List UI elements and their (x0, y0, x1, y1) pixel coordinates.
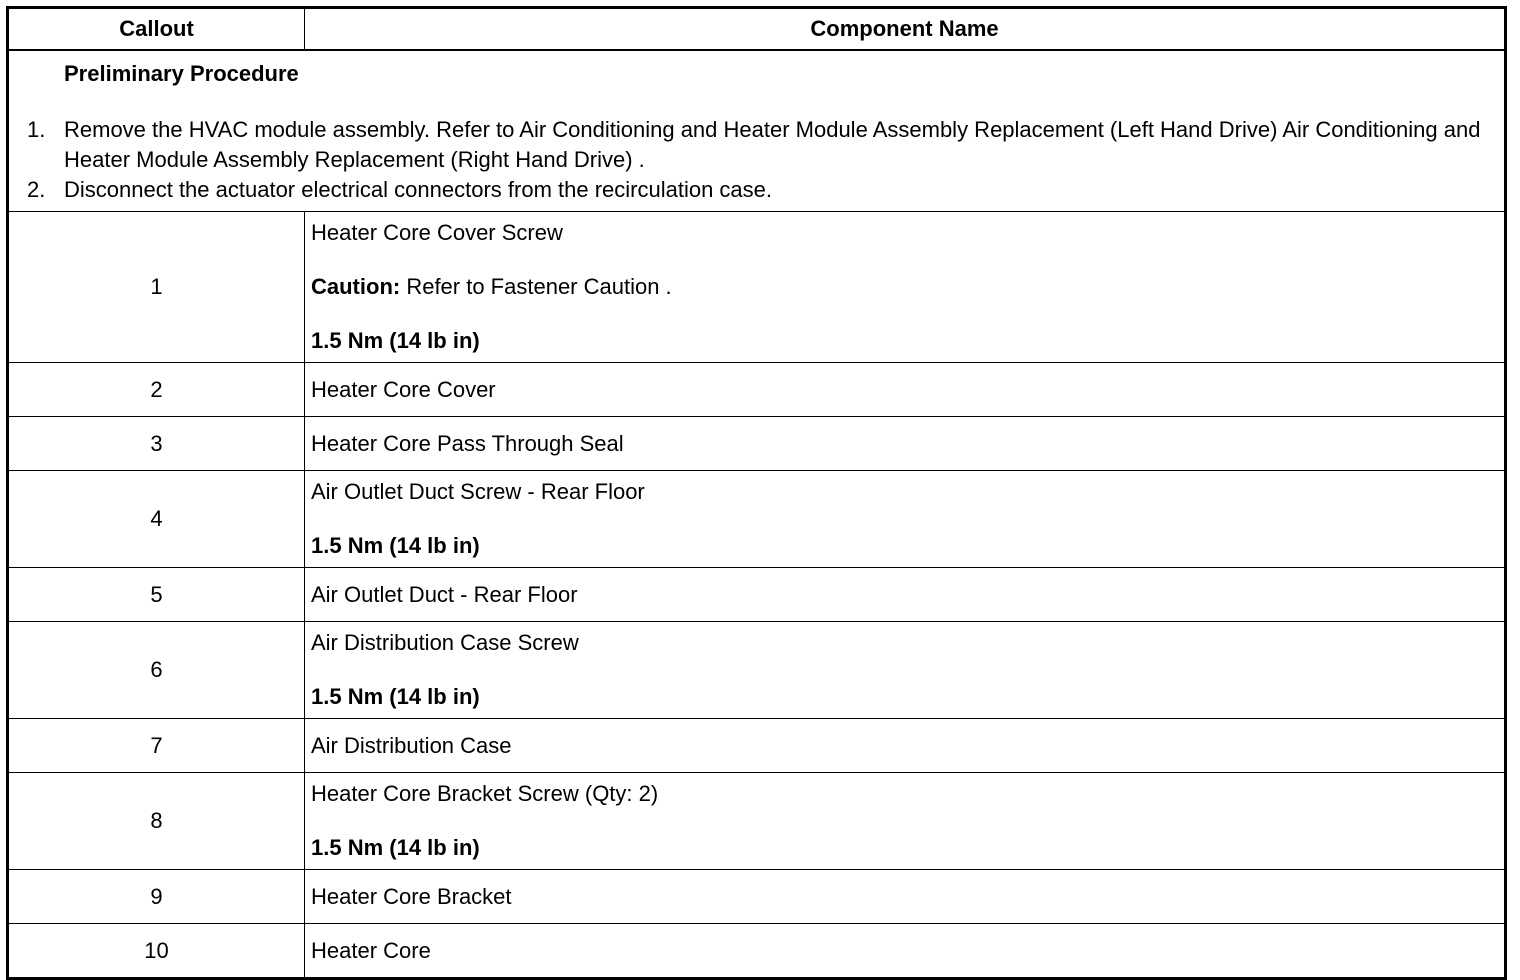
table-row (8, 212, 1506, 363)
torque-spec: 1.5 Nm (14 lb in) (311, 835, 480, 860)
torque-spec: 1.5 Nm (14 lb in) (311, 533, 480, 558)
component-name-header: Component Name (305, 8, 1506, 51)
component-name-cell (305, 471, 1506, 568)
preliminary-procedure-cell (8, 50, 1506, 212)
step-text: Disconnect the actuator electrical connectors from the recirculation case. (64, 177, 772, 202)
caution-label: Caution: (311, 274, 401, 299)
table-row (8, 622, 1506, 719)
component-name: Heater Core (305, 924, 1506, 979)
header-row (8, 8, 1506, 51)
table-row (8, 773, 1506, 870)
component-name: Air Distribution Case Screw (311, 630, 579, 655)
callout-number: 5 (8, 568, 305, 622)
table-row (8, 363, 1506, 417)
component-name: Air Distribution Case (305, 719, 1506, 773)
table-row (8, 417, 1506, 471)
callout-number: 4 (8, 471, 305, 568)
component-name-cell (305, 212, 1506, 363)
table-row (8, 924, 1506, 979)
caution-text: Refer to Fastener Caution . (400, 274, 672, 299)
callout-number: 6 (8, 622, 305, 719)
preliminary-step (27, 175, 1486, 205)
component-name-cell (305, 622, 1506, 719)
table-row (8, 719, 1506, 773)
table-row (8, 471, 1506, 568)
component-name: Heater Core Bracket (305, 870, 1506, 924)
callout-number: 3 (8, 417, 305, 471)
callout-number: 2 (8, 363, 305, 417)
component-name: Heater Core Pass Through Seal (305, 417, 1506, 471)
table-row (8, 870, 1506, 924)
component-name: Heater Core Cover Screw (311, 220, 563, 245)
preliminary-procedure-row (8, 50, 1506, 212)
preliminary-procedure-title: Preliminary Procedure (64, 61, 299, 86)
torque-spec: 1.5 Nm (14 lb in) (311, 684, 480, 709)
callout-number: 10 (8, 924, 305, 979)
components-table (6, 6, 1507, 980)
caution-note (311, 272, 1498, 302)
component-name: Air Outlet Duct Screw - Rear Floor (311, 479, 645, 504)
callout-number: 9 (8, 870, 305, 924)
torque-spec: 1.5 Nm (14 lb in) (311, 328, 480, 353)
callout-number: 8 (8, 773, 305, 870)
component-name-cell (305, 773, 1506, 870)
preliminary-step (27, 115, 1486, 175)
callout-number: 1 (8, 212, 305, 363)
component-name: Air Outlet Duct - Rear Floor (305, 568, 1506, 622)
preliminary-steps (27, 115, 1486, 205)
component-name: Heater Core Bracket Screw (Qty: 2) (311, 781, 659, 806)
step-number: 1. (27, 117, 46, 142)
table-row (8, 568, 1506, 622)
component-name: Heater Core Cover (305, 363, 1506, 417)
step-text: Remove the HVAC module assembly. Refer to Air Conditioning and Heater Module Assembly Replacement (Left Hand Drive) Air Conditioning and Heater Module Assembly Replacement (Right Hand Drive) . (64, 117, 1481, 172)
step-number: 2. (27, 177, 46, 202)
callout-header: Callout (8, 8, 305, 51)
callout-number: 7 (8, 719, 305, 773)
